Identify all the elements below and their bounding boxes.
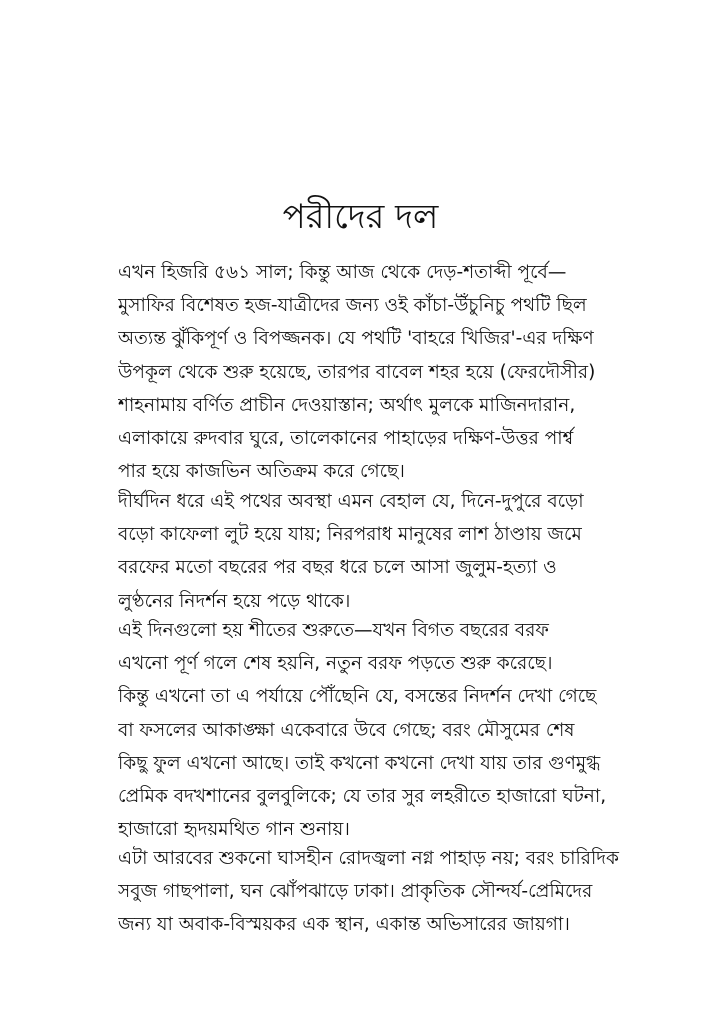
text-line: হাজারো হৃদয়মথিত গান শুনায়। <box>118 819 350 841</box>
text-line: কিন্তু এখনো তা এ পর্যায়ে পৌঁছেনি যে, বসন্তের নিদর্শন দেখা গেছে <box>118 686 597 708</box>
text-line: এটা আরবের শুকনো ঘাসহীন রোদজ্বলা নগ্ন পাহাড় নয়; বরং চারিদিক <box>118 848 619 869</box>
text-line: শাহনামায় বর্ণিত প্রাচীন দেওয়াস্তান; অর্থাৎ মুলকে মাজিনদারান, <box>118 394 576 416</box>
chapter-title: পরীদের দল <box>282 197 439 237</box>
text-line: এখনো পূর্ণ গলে শেষ হয়নি, নতুন বরফ পড়তে শুরু করেছে। <box>118 653 553 675</box>
paragraph <box>118 842 628 942</box>
text-line: বরফের মতো বছরের পর বছর ধরে চলে আসা জুলুম-হত্যা ও <box>118 557 557 579</box>
text-line: এই দিনগুলো হয় শীতের শুরুতে—যখন বিগত বছরের বরফ <box>118 620 549 641</box>
text-line: প্রেমিক বদখশানের বুলবুলিকে; যে তার সুর লহরীতে হাজারো ঘটনা, <box>118 785 607 807</box>
text-line: দীর্ঘদিন ধরে এই পথের অবস্থা এমন বেহাল যে, দিনে-দুপুরে বড়ো <box>118 491 584 512</box>
text-line: বা ফসলের আকাঙ্ক্ষা একেবারে উবে গেছে; বরং মৌসুমের শেষ <box>118 719 575 741</box>
text-line: অত্যন্ত ঝুঁকিপূর্ণ ও বিপজ্জনক। যে পথটি 'বাহরে খিজির'-এর দক্ষিণ <box>118 328 594 350</box>
text-line: মুসাফির বিশেষত হজ-যাত্রীদের জন্য ওই কাঁচা-উঁচুনিচু পথটি ছিল <box>118 295 587 317</box>
text-line: এখন হিজরি ৫৬১ সাল; কিন্তু আজ থেকে দেড়-শতাব্দী পূর্বে— <box>118 262 567 283</box>
text-line: পার হয়ে কাজভিন অতিক্রম করে গেছে। <box>118 461 405 483</box>
text-line: জন্য যা অবাক-বিস্ময়কর এক স্থান, একান্ত অভিসারের জায়গা। <box>118 914 570 936</box>
text-line: সবুজ গাছপালা, ঘন ঝোঁপঝাড়ে ঢাকা। প্রাকৃতিক সৌন্দর্য-প্রেমিদের <box>118 881 593 903</box>
text-line: উপকূল থেকে শুরু হয়েছে, তারপর বাবেল শহর হয়ে (ফেরদৌসীর) <box>118 361 596 383</box>
paragraph <box>118 614 628 846</box>
paragraph <box>118 256 628 488</box>
paragraph <box>118 485 628 618</box>
text-line: বড়ো কাফেলা লুট হয়ে যায়; নিরপরাধ মানুষের লাশ ঠাণ্ডায় জমে <box>118 524 582 546</box>
text-line: লুণ্ঠনের নিদর্শন হয়ে পড়ে থাকে। <box>118 590 351 612</box>
text-line: কিছু ফুল এখনো আছে। তাই কখনো কখনো দেখা যায় তার গুণমুগ্ধ <box>118 752 601 774</box>
text-line: এলাকায়ে রুদবার ঘুরে, তালেকানের পাহাড়ের দক্ষিণ-উত্তর পার্শ্ব <box>118 427 574 449</box>
